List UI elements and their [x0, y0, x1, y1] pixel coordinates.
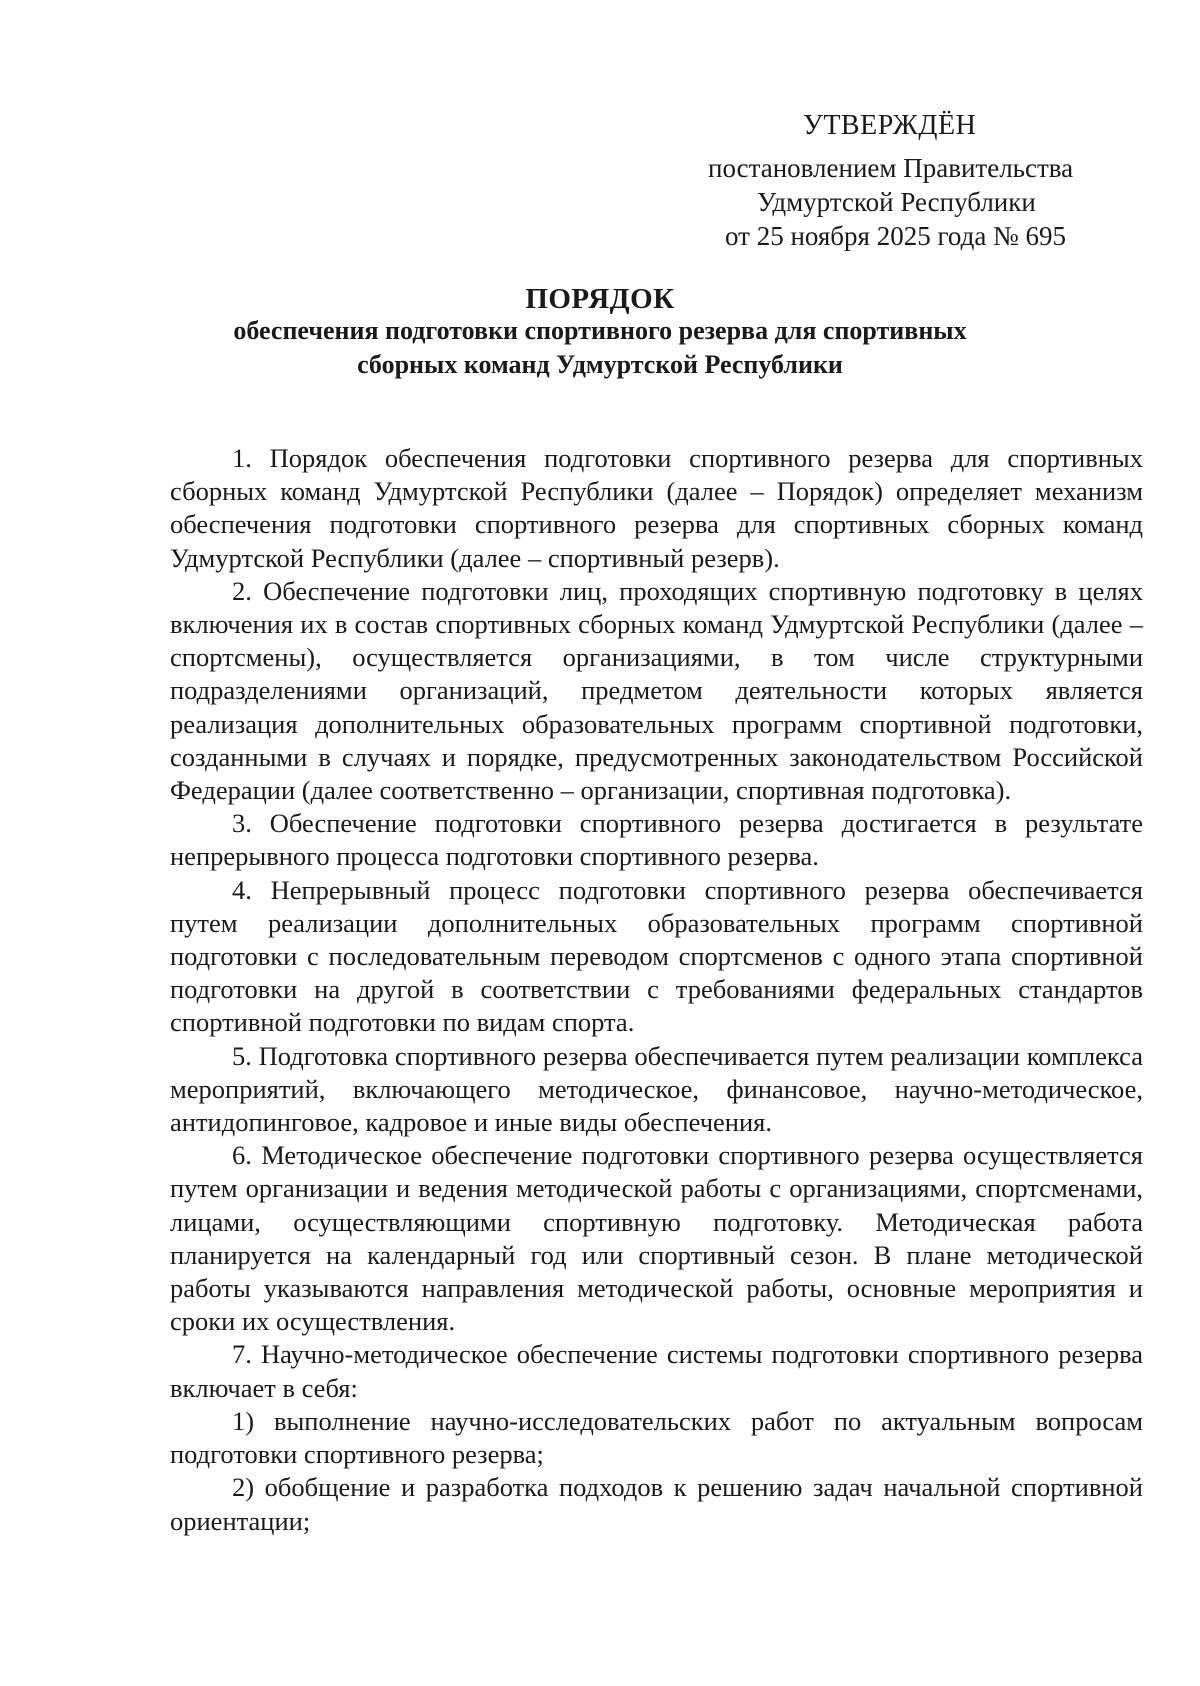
paragraph-5: 5. Подготовка спортивного резерва обеспечивается путем реализации комплекса мероприятий, включающего методическое, финансовое, научно-методическое, антидопинговое, кадровое и иные виды обеспечения.	[170, 1040, 1143, 1138]
paragraph-3: 3. Обеспечение подготовки спортивного резерва достигается в результате непрерывного процесса подготовки спортивного резерва.	[170, 808, 1143, 872]
approval-line-1: постановлением Правительства	[708, 153, 1074, 183]
approval-line-2: Удмуртской Республики	[757, 187, 1036, 217]
paragraph-7: 7. Научно-методическое обеспечение системы подготовки спортивного резерва включает в себя:	[170, 1339, 1143, 1403]
paragraph-6: 6. Методическое обеспечение подготовки спортивного резерва осуществляется путем организации и ведения методической работы с организациями, спортсменами, лицами, осуществляющими спортивную подготовку. Методическая работа планируется на календарный год или спортивный сезон. В плане методической работы указываются направления методической работы, основные мероприятия и сроки их осуществления.	[170, 1140, 1143, 1337]
paragraph-2: 2. Обеспечение подготовки лиц, проходящих спортивную подготовку в целях включения их в состав спортивных сборных команд Удмуртской Республики (далее – спортсмены), осуществляется организациями, в том числе структурными подразделениями организаций, предметом деятельности которых является реализация дополнительных образовательных программ спортивной подготовки, созданными в случаях и порядке, предусмотренных законодательством Российской Федерации (далее соответственно – организации, спортивная подготовка).	[170, 575, 1143, 806]
approval-heading: УТВЕРЖДЁН	[803, 110, 977, 141]
paragraph-1: 1. Порядок обеспечения подготовки спортивного резерва для спортивных сборных команд Удмуртской Республики (далее – Порядок) определяет механизм обеспечения подготовки спортивного резерва для спортивных сборных команд Удмуртской Республики (далее – спортивный резерв).	[170, 443, 1143, 573]
document-title: ПОРЯДОК	[525, 283, 675, 315]
approval-line-3: от 25 ноября 2025 года № 695	[725, 221, 1067, 251]
paragraph-7-item-2: 2) обобщение и разработка подходов к решению задач начальной спортивной ориентации;	[170, 1472, 1143, 1536]
document-subtitle: обеспечения подготовки спортивного резерва для спортивных сборных команд Удмуртской Республики	[233, 316, 967, 379]
paragraph-7-item-1: 1) выполнение научно-исследовательских работ по актуальным вопросам подготовки спортивного резерва;	[170, 1405, 1143, 1470]
paragraph-4: 4. Непрерывный процесс подготовки спортивного резерва обеспечивается путем реализации дополнительных образовательных программ спортивной подготовки с последовательным переводом спортсменов с одного этапа спортивной подготовки на другой в соответствии с требованиями федеральных стандартов спортивной подготовки по видам спорта.	[170, 874, 1143, 1038]
document-body	[170, 442, 1143, 1538]
